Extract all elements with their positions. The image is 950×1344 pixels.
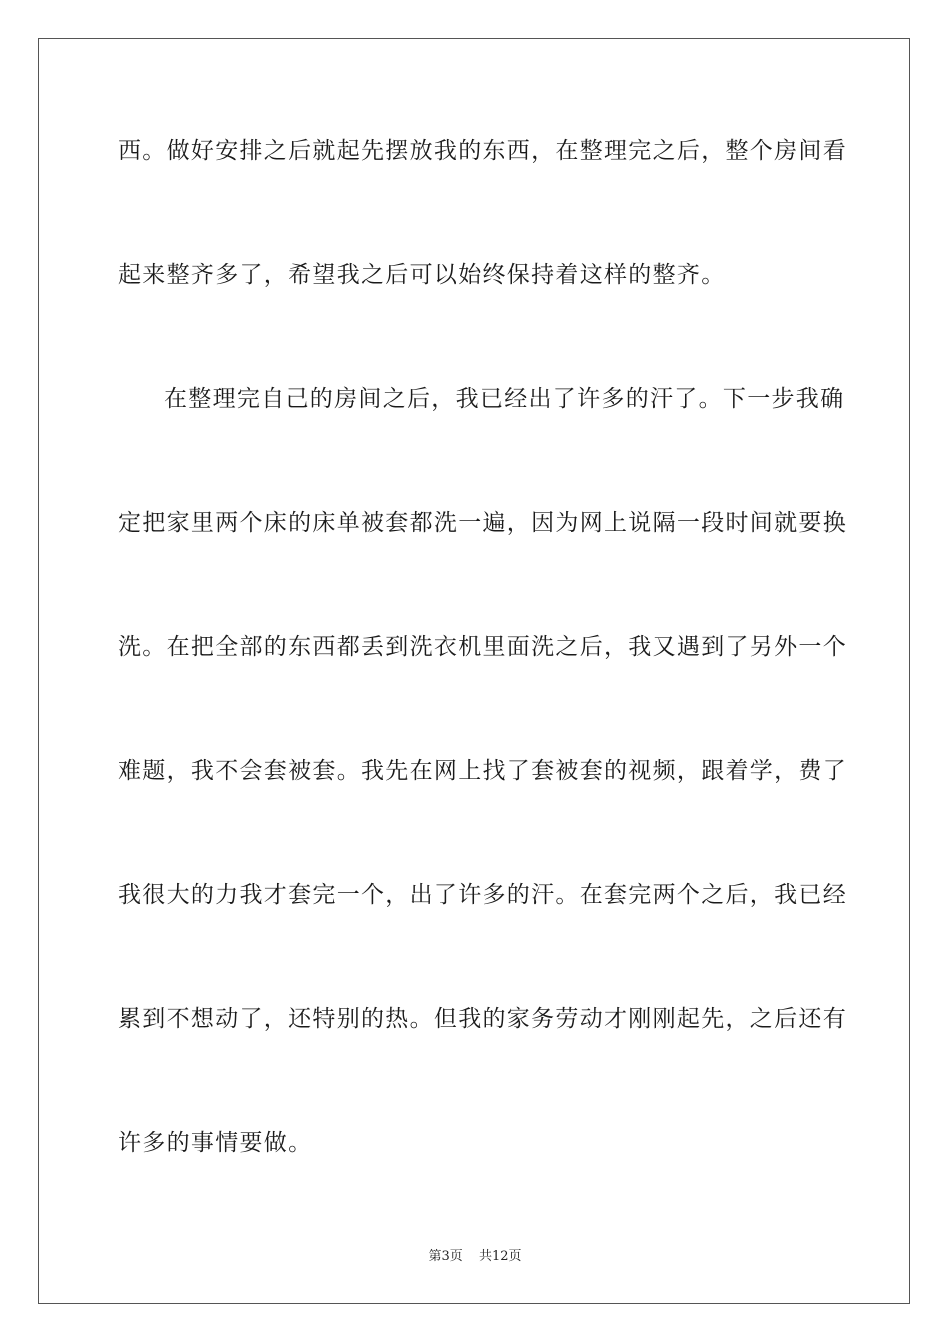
- body-text-line-2: 起来整齐多了，希望我之后可以始终保持着这样的整齐。: [118, 262, 726, 288]
- body-text-line-1: 西。做好安排之后就起先摆放我的东西，在整理完之后，整个房间看: [118, 138, 847, 164]
- body-text-line-9: 许多的事情要做。: [118, 1130, 313, 1156]
- body-text-line-4: 定把家里两个床的床单被套都洗一遍，因为网上说隔一段时间就要换: [118, 510, 847, 536]
- body-text-line-5: 洗。在把全部的东西都丢到洗衣机里面洗之后，我又遇到了另外一个: [118, 634, 847, 660]
- body-text-line-8: 累到不想动了，还特别的热。但我的家务劳动才刚刚起先，之后还有: [118, 1006, 847, 1032]
- body-text-line-6: 难题，我不会套被套。我先在网上找了套被套的视频，跟着学，费了: [118, 758, 847, 784]
- body-text-line-7: 我很大的力我才套完一个，出了许多的汗。在套完两个之后，我已经: [118, 882, 847, 908]
- page-total: 共12页: [478, 1249, 522, 1264]
- page-number: 第3页: [428, 1249, 463, 1264]
- page-footer: [0, 1248, 950, 1266]
- page-border: [38, 38, 910, 1304]
- body-text-line-3: 在整理完自己的房间之后，我已经出了许多的汗了。下一步我确: [164, 386, 845, 412]
